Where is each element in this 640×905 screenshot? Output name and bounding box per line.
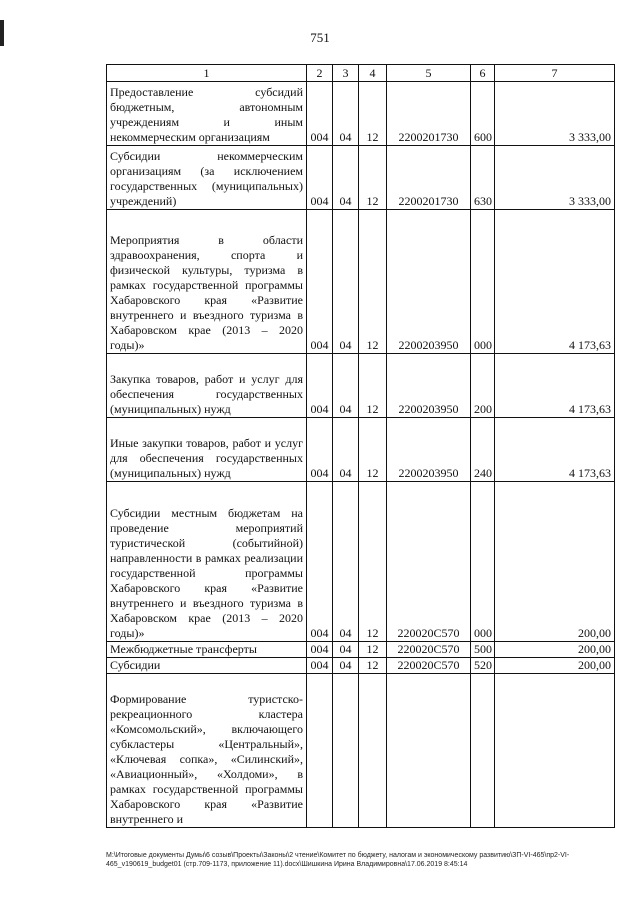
col-header: 6 — [471, 65, 495, 82]
cell-c6: 520 — [471, 658, 495, 674]
cell-c7: 200,00 — [495, 642, 615, 658]
cell-c5: 2200203950 — [387, 354, 471, 418]
cell-c2: 004 — [307, 146, 333, 210]
row-name: Формирование туристско-рекреационного кластера «Комсомольский», включающего субкластеры «Центральный», «Ключевая сопка», «Силинский», «Авиационный», «Холдоми», в рамках государственной программы Хабаровского края «Развитие внутреннего и — [107, 674, 307, 828]
table-row — [107, 146, 615, 210]
col-header: 7 — [495, 65, 615, 82]
table-row — [107, 354, 615, 418]
table-row — [107, 674, 615, 828]
cell-c5: 220020C570 — [387, 642, 471, 658]
cell-c6: 000 — [471, 482, 495, 642]
cell-c5: 2200201730 — [387, 82, 471, 146]
cell-c4: 12 — [359, 146, 387, 210]
table-row — [107, 482, 615, 642]
cell-c6: 630 — [471, 146, 495, 210]
cell-c4: 12 — [359, 482, 387, 642]
cell-c7: 3 333,00 — [495, 82, 615, 146]
budget-table — [106, 64, 615, 828]
cell-c5: 2200201730 — [387, 146, 471, 210]
cell-c2: 004 — [307, 210, 333, 354]
cell-c4 — [359, 674, 387, 828]
table-row — [107, 658, 615, 674]
cell-c6: 000 — [471, 210, 495, 354]
cell-c5 — [387, 674, 471, 828]
cell-c2: 004 — [307, 642, 333, 658]
cell-c4: 12 — [359, 418, 387, 482]
cell-c2 — [307, 674, 333, 828]
cell-c7: 4 173,63 — [495, 210, 615, 354]
cell-c5: 2200203950 — [387, 210, 471, 354]
col-header: 4 — [359, 65, 387, 82]
row-name: Закупка товаров, работ и услуг для обеспечения государственных (муниципальных) нужд — [107, 354, 307, 418]
cell-c4: 12 — [359, 82, 387, 146]
cell-c6: 500 — [471, 642, 495, 658]
cell-c3: 04 — [333, 482, 359, 642]
row-name: Межбюджетные трансферты — [107, 642, 307, 658]
col-header: 5 — [387, 65, 471, 82]
cell-c7: 200,00 — [495, 658, 615, 674]
cell-c3: 04 — [333, 82, 359, 146]
cell-c5: 2200203950 — [387, 418, 471, 482]
cell-c3: 04 — [333, 642, 359, 658]
row-name: Субсидии местным бюджетам на проведение мероприятий туристической (событийной) направленности в рамках реализации государственной программы Хабаровского края «Развитие внутреннего и въездного туризма в Хабаровском крае (2013 – 2020 годы)» — [107, 482, 307, 642]
row-name: Иные закупки товаров, работ и услуг для обеспечения государственных (муниципальных) нужд — [107, 418, 307, 482]
cell-c5: 220020C570 — [387, 658, 471, 674]
col-header: 1 — [107, 65, 307, 82]
col-header: 3 — [333, 65, 359, 82]
cell-c6 — [471, 674, 495, 828]
row-name: Субсидии — [107, 658, 307, 674]
cell-c3: 04 — [333, 146, 359, 210]
cell-c5: 220020C570 — [387, 482, 471, 642]
cell-c7: 3 333,00 — [495, 146, 615, 210]
cell-c3 — [333, 674, 359, 828]
file-path-footer: M:\Итоговые документы Думы\6 созыв\Проекты\Законы\2 чтение\Комитет по бюджету, налогам и экономическому развитию\ЗП-VI-465\пр2-VI-465_v190619_budget01 (стр.709-1173, приложение 11).docx\Шишкина Ирина Владимировна\17.06.2019 8:45:14 — [106, 852, 570, 868]
cell-c6: 600 — [471, 82, 495, 146]
cell-c3: 04 — [333, 210, 359, 354]
cell-c2: 004 — [307, 82, 333, 146]
col-header: 2 — [307, 65, 333, 82]
cell-c2: 004 — [307, 354, 333, 418]
cell-c2: 004 — [307, 482, 333, 642]
cell-c4: 12 — [359, 658, 387, 674]
cell-c4: 12 — [359, 210, 387, 354]
cell-c7 — [495, 674, 615, 828]
cell-c4: 12 — [359, 354, 387, 418]
cell-c6: 200 — [471, 354, 495, 418]
row-name: Мероприятия в области здравоохранения, спорта и физической культуры, туризма в рамках государственной программы Хабаровского края «Развитие внутреннего и въездного туризма в Хабаровском крае (2013 – 2020 годы)» — [107, 210, 307, 354]
cell-c7: 4 173,63 — [495, 354, 615, 418]
cell-c4: 12 — [359, 642, 387, 658]
page-number: 751 — [310, 30, 330, 45]
cell-c2: 004 — [307, 418, 333, 482]
table-header-row — [107, 65, 615, 82]
row-name: Субсидии некоммерческим организациям (за исключением государственных (муниципальных) учреждений) — [107, 146, 307, 210]
cell-c3: 04 — [333, 658, 359, 674]
cell-c7: 4 173,63 — [495, 418, 615, 482]
table-row — [107, 82, 615, 146]
cell-c6: 240 — [471, 418, 495, 482]
cell-c3: 04 — [333, 354, 359, 418]
cell-c2: 004 — [307, 658, 333, 674]
row-name: Предоставление субсидий бюджетным, автономным учреждениям и иным некоммерческим организациям — [107, 82, 307, 146]
cell-c7: 200,00 — [495, 482, 615, 642]
table-row — [107, 418, 615, 482]
table-row — [107, 210, 615, 354]
cell-c3: 04 — [333, 418, 359, 482]
table-row — [107, 642, 615, 658]
